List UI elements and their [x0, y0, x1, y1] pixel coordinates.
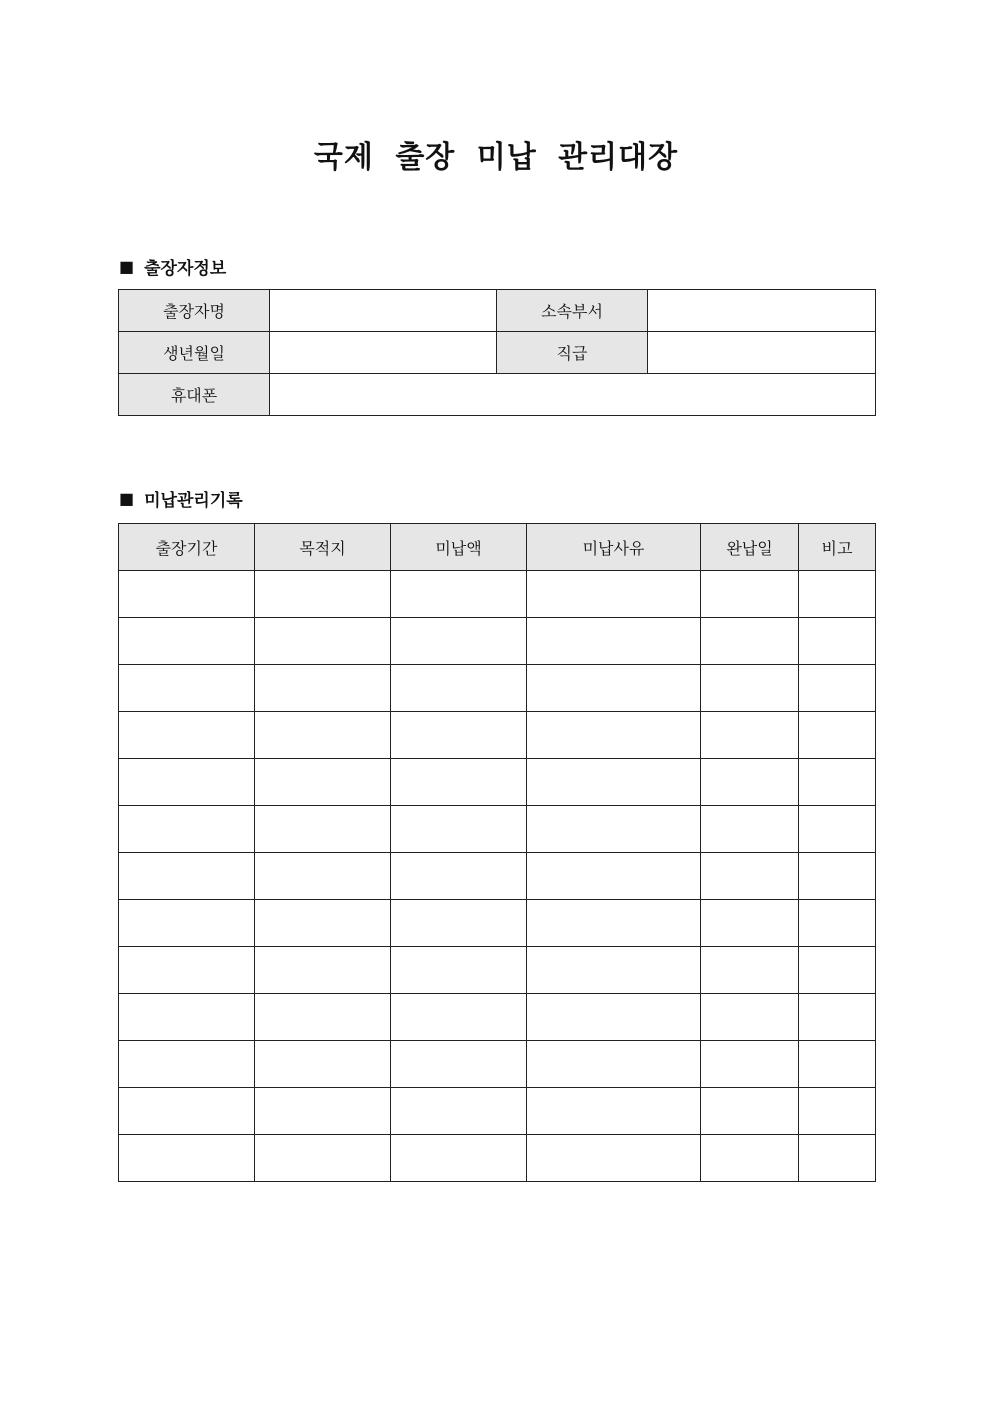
- table-row: [119, 759, 876, 806]
- phone-field[interactable]: [270, 374, 876, 416]
- birthdate-field[interactable]: [270, 332, 497, 374]
- paid-date-cell[interactable]: [701, 759, 799, 806]
- destination-cell[interactable]: [255, 712, 391, 759]
- square-bullet-icon: ■: [119, 489, 135, 508]
- info-row: [119, 374, 876, 416]
- paid-date-cell[interactable]: [701, 1041, 799, 1088]
- period-cell[interactable]: [119, 1135, 255, 1182]
- destination-cell[interactable]: [255, 900, 391, 947]
- table-row: [119, 947, 876, 994]
- destination-cell[interactable]: [255, 618, 391, 665]
- reason-cell[interactable]: [527, 712, 701, 759]
- destination-cell[interactable]: [255, 571, 391, 618]
- period-cell[interactable]: [119, 665, 255, 712]
- period-cell[interactable]: [119, 806, 255, 853]
- table-row: [119, 1088, 876, 1135]
- table-header-row: [119, 524, 876, 571]
- destination-cell[interactable]: [255, 853, 391, 900]
- destination-cell[interactable]: [255, 947, 391, 994]
- paid-date-cell[interactable]: [701, 900, 799, 947]
- notes-cell[interactable]: [799, 947, 876, 994]
- reason-cell[interactable]: [527, 1041, 701, 1088]
- column-header-paid-date: 완납일: [701, 524, 799, 571]
- notes-cell[interactable]: [799, 994, 876, 1041]
- paid-date-cell[interactable]: [701, 947, 799, 994]
- table-row: [119, 1041, 876, 1088]
- department-field[interactable]: [648, 290, 876, 332]
- notes-cell[interactable]: [799, 1135, 876, 1182]
- amount-cell[interactable]: [391, 618, 527, 665]
- notes-cell[interactable]: [799, 1088, 876, 1135]
- reason-cell[interactable]: [527, 1088, 701, 1135]
- position-field[interactable]: [648, 332, 876, 374]
- column-header-period: 출장기간: [119, 524, 255, 571]
- paid-date-cell[interactable]: [701, 571, 799, 618]
- position-label: 직급: [497, 332, 648, 374]
- period-cell[interactable]: [119, 712, 255, 759]
- paid-date-cell[interactable]: [701, 994, 799, 1041]
- period-cell[interactable]: [119, 947, 255, 994]
- period-cell[interactable]: [119, 618, 255, 665]
- paid-date-cell[interactable]: [701, 1088, 799, 1135]
- period-cell[interactable]: [119, 759, 255, 806]
- reason-cell[interactable]: [527, 853, 701, 900]
- unpaid-records-table: [118, 523, 876, 1182]
- reason-cell[interactable]: [527, 618, 701, 665]
- table-row: [119, 806, 876, 853]
- reason-cell[interactable]: [527, 1135, 701, 1182]
- amount-cell[interactable]: [391, 947, 527, 994]
- paid-date-cell[interactable]: [701, 618, 799, 665]
- traveler-info-heading: [119, 254, 226, 279]
- unpaid-records-heading-text: 미납관리기록: [144, 491, 243, 511]
- destination-cell[interactable]: [255, 1041, 391, 1088]
- notes-cell[interactable]: [799, 1041, 876, 1088]
- amount-cell[interactable]: [391, 1088, 527, 1135]
- reason-cell[interactable]: [527, 571, 701, 618]
- destination-cell[interactable]: [255, 1088, 391, 1135]
- name-field[interactable]: [270, 290, 497, 332]
- amount-cell[interactable]: [391, 759, 527, 806]
- column-header-destination: 목적지: [255, 524, 391, 571]
- period-cell[interactable]: [119, 1041, 255, 1088]
- column-header-notes: 비고: [799, 524, 876, 571]
- amount-cell[interactable]: [391, 665, 527, 712]
- notes-cell[interactable]: [799, 665, 876, 712]
- table-row: [119, 1135, 876, 1182]
- column-header-amount: 미납액: [391, 524, 527, 571]
- amount-cell[interactable]: [391, 994, 527, 1041]
- amount-cell[interactable]: [391, 571, 527, 618]
- notes-cell[interactable]: [799, 853, 876, 900]
- paid-date-cell[interactable]: [701, 853, 799, 900]
- birthdate-label: 생년월일: [119, 332, 270, 374]
- period-cell[interactable]: [119, 571, 255, 618]
- destination-cell[interactable]: [255, 665, 391, 712]
- notes-cell[interactable]: [799, 712, 876, 759]
- reason-cell[interactable]: [527, 994, 701, 1041]
- reason-cell[interactable]: [527, 759, 701, 806]
- notes-cell[interactable]: [799, 571, 876, 618]
- reason-cell[interactable]: [527, 806, 701, 853]
- info-row: [119, 290, 876, 332]
- column-header-reason: 미납사유: [527, 524, 701, 571]
- phone-label: 휴대폰: [119, 374, 270, 416]
- square-bullet-icon: ■: [119, 257, 135, 276]
- table-row: [119, 571, 876, 618]
- amount-cell[interactable]: [391, 806, 527, 853]
- department-label: 소속부서: [497, 290, 648, 332]
- period-cell[interactable]: [119, 853, 255, 900]
- amount-cell[interactable]: [391, 853, 527, 900]
- paid-date-cell[interactable]: [701, 712, 799, 759]
- table-row: [119, 665, 876, 712]
- table-row: [119, 618, 876, 665]
- period-cell[interactable]: [119, 900, 255, 947]
- name-label: 출장자명: [119, 290, 270, 332]
- reason-cell[interactable]: [527, 665, 701, 712]
- period-cell[interactable]: [119, 1088, 255, 1135]
- paid-date-cell[interactable]: [701, 665, 799, 712]
- amount-cell[interactable]: [391, 712, 527, 759]
- amount-cell[interactable]: [391, 1041, 527, 1088]
- amount-cell[interactable]: [391, 1135, 527, 1182]
- period-cell[interactable]: [119, 994, 255, 1041]
- reason-cell[interactable]: [527, 900, 701, 947]
- reason-cell[interactable]: [527, 947, 701, 994]
- table-row: [119, 900, 876, 947]
- unpaid-records-heading: [119, 486, 243, 511]
- notes-cell[interactable]: [799, 759, 876, 806]
- notes-cell[interactable]: [799, 806, 876, 853]
- notes-cell[interactable]: [799, 618, 876, 665]
- destination-cell[interactable]: [255, 994, 391, 1041]
- destination-cell[interactable]: [255, 759, 391, 806]
- amount-cell[interactable]: [391, 900, 527, 947]
- info-row: [119, 332, 876, 374]
- traveler-info-heading-text: 출장자정보: [144, 259, 227, 279]
- table-row: [119, 994, 876, 1041]
- paid-date-cell[interactable]: [701, 806, 799, 853]
- table-row: [119, 853, 876, 900]
- notes-cell[interactable]: [799, 900, 876, 947]
- traveler-info-table: [118, 289, 876, 416]
- document-title: 국제 출장 미납 관리대장: [313, 140, 679, 175]
- destination-cell[interactable]: [255, 1135, 391, 1182]
- table-row: [119, 712, 876, 759]
- paid-date-cell[interactable]: [701, 1135, 799, 1182]
- destination-cell[interactable]: [255, 806, 391, 853]
